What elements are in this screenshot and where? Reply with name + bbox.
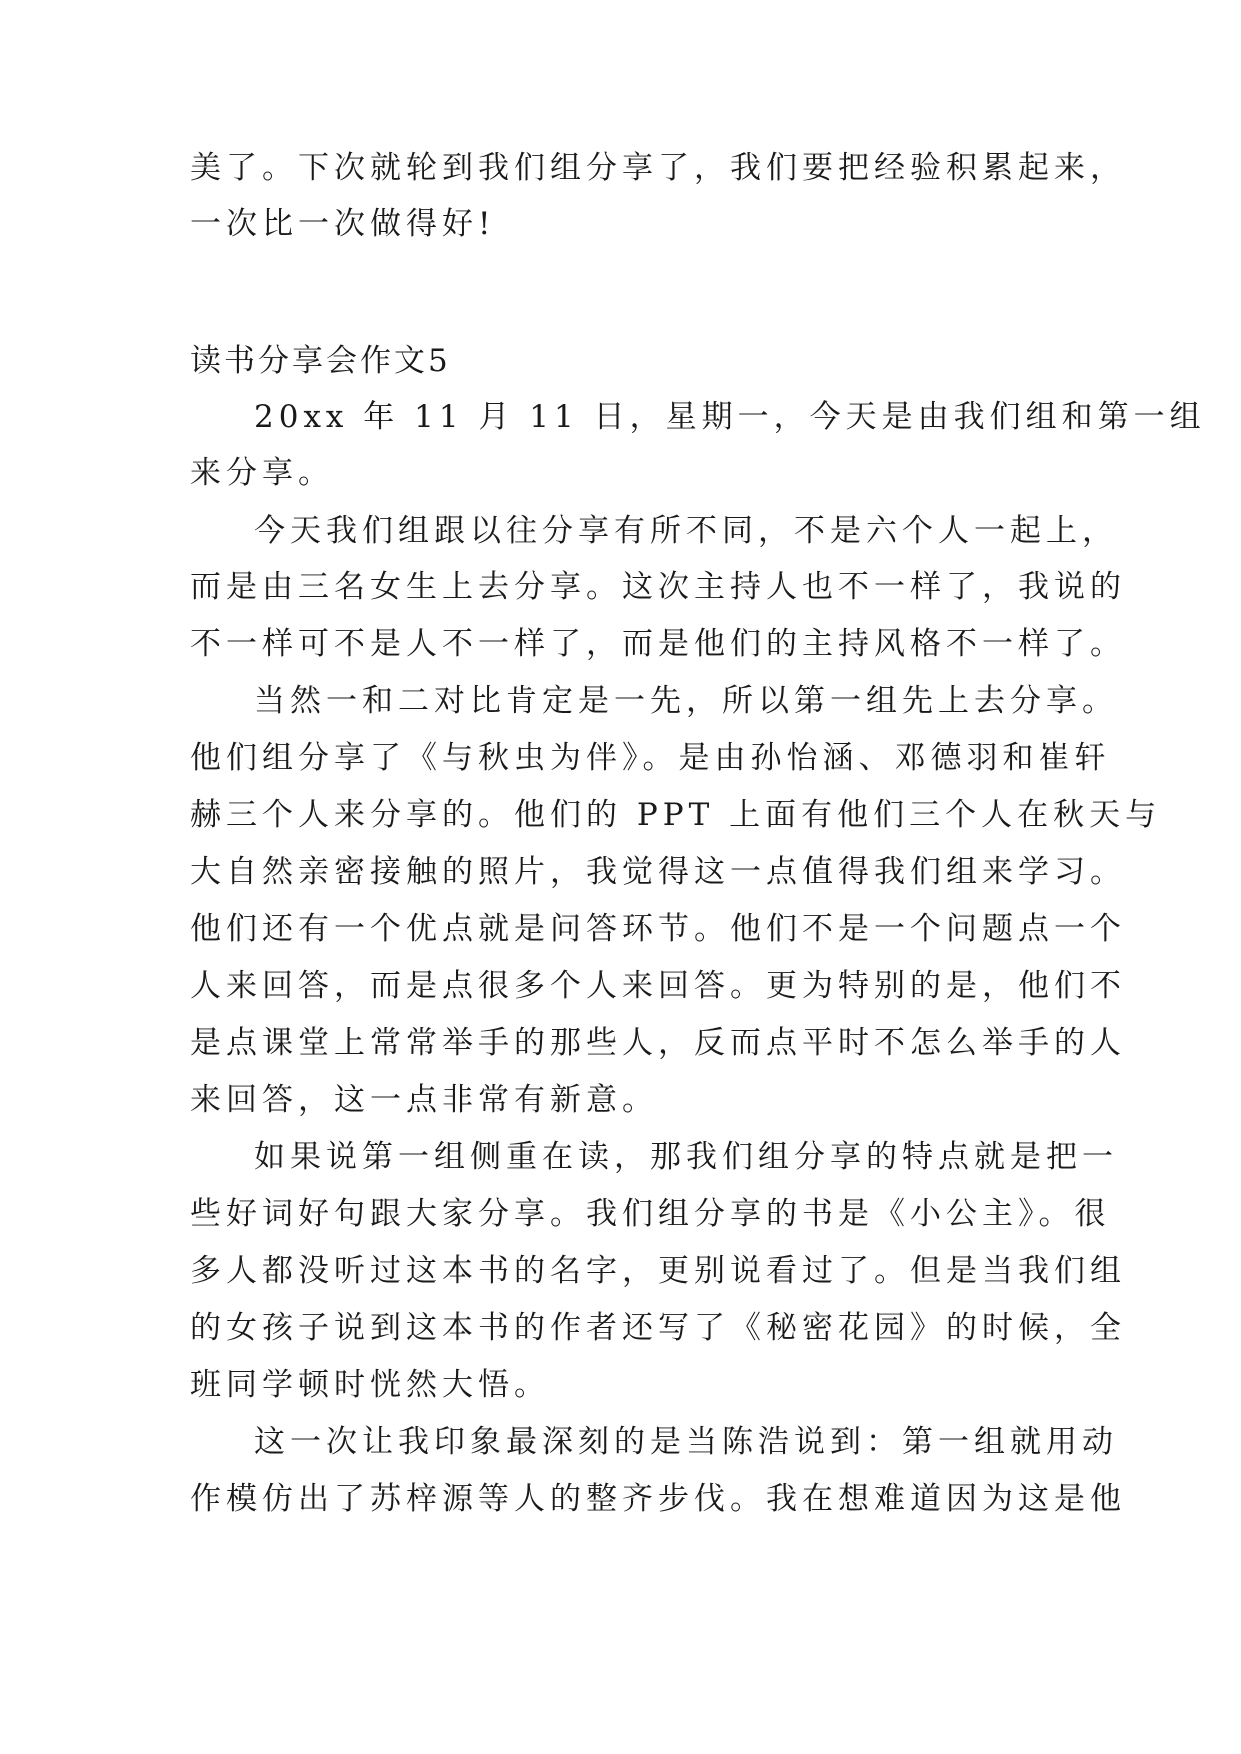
text-line: 来回答，这一点非常有新意。	[190, 1082, 658, 1118]
text-line: 赫三个人来分享的。他们的 PPT 上面有他们三个人在秋天与	[190, 797, 1162, 833]
text-line: 大自然亲密接触的照片，我觉得这一点值得我们组来学习。	[190, 854, 1126, 890]
text-line: 一次比一次做得好!	[190, 206, 496, 242]
text-line: 美了。下次就轮到我们组分享了，我们要把经验积累起来，	[190, 150, 1126, 186]
text-line: 的女孩子说到这本书的作者还写了《秘密花园》的时候，全	[190, 1310, 1126, 1346]
text-line: 作模仿出了苏梓源等人的整齐步伐。我在想难道因为这是他	[190, 1481, 1126, 1517]
text-line: 多人都没听过这本书的名字，更别说看过了。但是当我们组	[190, 1253, 1126, 1289]
text-line: 班同学顿时恍然大悟。	[190, 1367, 550, 1403]
document-page	[190, 0, 1206, 1754]
paragraph-first-line: 20xx 年 11 月 11 日，星期一，今天是由我们组和第一组	[254, 399, 1206, 435]
text-line: 来分享。	[190, 455, 334, 491]
text-line: 而是由三名女生上去分享。这次主持人也不一样了，我说的	[190, 569, 1126, 605]
text-line: 是点课堂上常常举手的那些人，反而点平时不怎么举手的人	[190, 1025, 1126, 1061]
text-line: 些好词好句跟大家分享。我们组分享的书是《小公主》。很	[190, 1196, 1111, 1232]
text-line: 人来回答，而是点很多个人来回答。更为特别的是，他们不	[190, 968, 1126, 1004]
paragraph-first-line: 如果说第一组侧重在读，那我们组分享的特点就是把一	[254, 1139, 1118, 1175]
section-title: 读书分享会作文5	[190, 343, 451, 379]
text-line: 他们还有一个优点就是问答环节。他们不是一个问题点一个	[190, 911, 1126, 947]
text-line: 他们组分享了《与秋虫为伴》。是由孙怡涵、邓德羽和崔轩	[190, 740, 1111, 776]
paragraph-first-line: 这一次让我印象最深刻的是当陈浩说到：第一组就用动	[254, 1424, 1118, 1460]
paragraph-first-line: 当然一和二对比肯定是一先，所以第一组先上去分享。	[254, 683, 1118, 719]
text-line: 不一样可不是人不一样了，而是他们的主持风格不一样了。	[190, 626, 1126, 662]
paragraph-first-line: 今天我们组跟以往分享有所不同，不是六个人一起上，	[254, 513, 1118, 549]
